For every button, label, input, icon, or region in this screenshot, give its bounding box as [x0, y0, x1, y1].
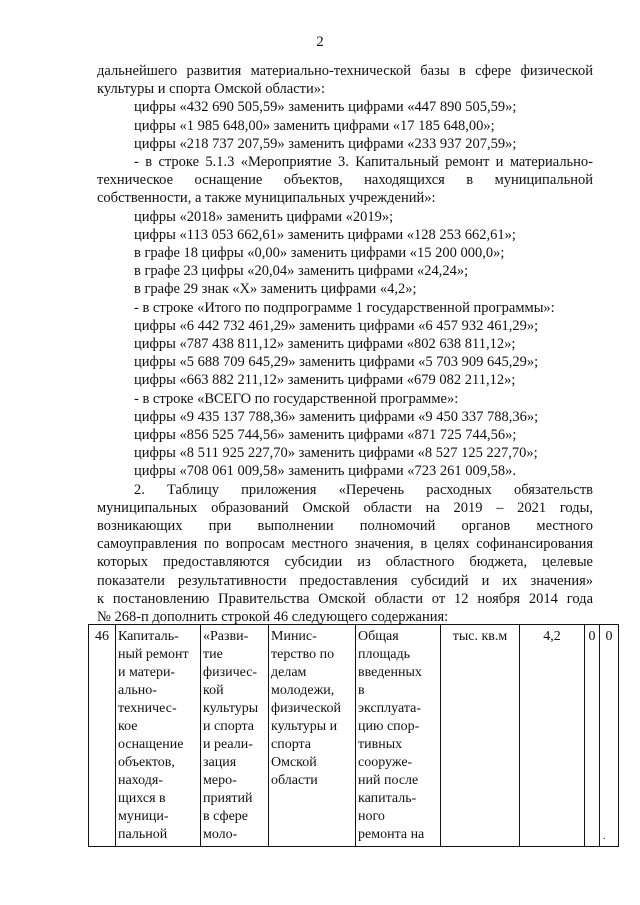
cell-text-line: ально-: [118, 683, 157, 698]
text-line: цифры «663 882 211,12» заменить цифрами «679 082 211,12»;: [134, 372, 516, 389]
cell-text-line: культуры и: [271, 719, 338, 734]
cell-text-line: тие: [203, 647, 223, 662]
cell-text-line: и матери-: [118, 665, 176, 680]
cell-text-line: молодежи,: [271, 683, 335, 698]
cell-text-line: физичес-: [203, 665, 258, 680]
cell-text-line: спорта: [271, 737, 312, 752]
text-line: цифры «9 435 137 788,36» заменить цифрами «9 450 337 788,36»;: [134, 408, 539, 425]
ministry-cell: [269, 625, 356, 847]
cell-text-line: Общая: [358, 629, 399, 644]
cell-text-line: терство по: [271, 647, 335, 662]
text-line: - в строке «ВСЕГО по государственной программе»:: [134, 390, 459, 407]
cell-text-line: культуры: [203, 701, 259, 716]
text-line: цифры «8 511 925 227,70» заменить цифрами «8 527 125 227,70»;: [134, 445, 538, 462]
text-line: собственности, а также муниципальных учреждений»:: [97, 190, 436, 207]
annex-table: [88, 624, 619, 847]
cell-text-line: оснащение: [118, 737, 184, 752]
text-line: цифры «113 053 662,61» заменить цифрами «128 253 662,61»;: [134, 226, 516, 243]
indicator-cell: [356, 625, 441, 847]
text-line: возникающих при выполнении полномочий органов местного: [97, 518, 593, 535]
cell-text-line: объектов,: [118, 755, 175, 770]
cell-text-line: эксплуата-: [358, 701, 421, 716]
cell-text-line: Минис-: [271, 629, 317, 644]
cell-text-line: «Разви-: [203, 629, 249, 644]
cell-text-line: и реали-: [203, 737, 253, 752]
cell-text-line: Капиталь-: [118, 629, 179, 644]
cell-text-line: сооруже-: [358, 755, 413, 770]
text-line: которых предоставляются субсидии из областного бюджета, целевые: [97, 554, 593, 571]
cell-text-line: зация: [203, 755, 237, 770]
text-line: муниципальных образований Омской области на 2019 – 2021 годы,: [97, 499, 593, 516]
text-line: культуры и спорта Омской области»:: [97, 81, 325, 98]
obligation-cell: [116, 625, 201, 847]
margin-dot: .: [603, 831, 606, 842]
cell-text-line: физической: [271, 701, 341, 716]
cell-text-line: ний после: [358, 773, 419, 788]
text-line: техническое оснащение объектов, находящихся в муниципальной: [97, 172, 593, 189]
text-line: показатели результативности предоставления субсидий и их значения»: [97, 572, 593, 589]
text-line: к постановлению Правительства Омской области от 12 ноября 2014 года: [97, 590, 593, 607]
text-line: цифры «5 688 709 645,29» заменить цифрами «5 703 909 645,29»;: [134, 354, 539, 371]
text-line: № 268-п дополнить строкой 46 следующего содержания:: [97, 609, 449, 626]
text-line: 2. Таблицу приложения «Перечень расходных обязательств: [134, 481, 593, 498]
value-cell-2021: [600, 625, 619, 847]
table-row: [89, 625, 619, 847]
cell-text-line: приятий: [203, 791, 253, 806]
cell-text-line: в сфере: [203, 809, 248, 824]
cell-text-line: кое: [118, 719, 138, 734]
text-line: - в строке 5.1.3 «Мероприятие 3. Капитальный ремонт и материально-: [134, 154, 593, 171]
value-cell-2020: [585, 625, 600, 847]
document-body: [97, 62, 593, 626]
text-line: в графе 18 цифры «0,00» заменить цифрами «15 200 000,0»;: [134, 245, 505, 262]
cell-text-line: области: [271, 773, 318, 788]
cell-text-line: делам: [271, 665, 307, 680]
text-line: цифры «218 737 207,59» заменить цифрами «233 937 207,59»;: [134, 135, 517, 152]
zero-value: 0: [588, 629, 596, 644]
text-line: цифры «787 438 811,12» заменить цифрами «802 638 811,12»;: [134, 336, 516, 353]
page-number: 2: [316, 34, 324, 50]
cell-text-line: техничес-: [118, 701, 177, 716]
cell-text-line: пальной: [118, 827, 168, 842]
cell-text-line: Омской: [271, 755, 317, 770]
cell-text-line: цию спор-: [358, 719, 420, 734]
unit-cell: [441, 625, 520, 847]
cell-text-line: площадь: [358, 647, 410, 662]
cell-text-line: муници-: [118, 809, 169, 824]
unit-text: тыс. кв.м: [452, 629, 508, 644]
cell-text-line: тивных: [358, 737, 403, 752]
text-line: цифры «708 061 009,58» заменить цифрами «723 261 009,58».: [134, 463, 517, 480]
cell-text-line: ного: [358, 809, 385, 824]
cell-text-line: меро-: [203, 773, 237, 788]
value-text: 4,2: [543, 629, 561, 644]
cell-text-line: щихся в: [118, 791, 166, 806]
value-cell: [520, 625, 585, 847]
text-line: самоуправления по вопросам местного значения, в целях софинансирования: [97, 536, 593, 553]
text-line: дальнейшего развития материально-технической базы в сфере физической: [97, 63, 593, 79]
program-cell: [201, 625, 269, 847]
text-line: цифры «6 442 732 461,29» заменить цифрами «6 457 932 461,29»;: [134, 317, 539, 334]
zero-value: 0: [605, 629, 613, 644]
text-line: цифры «856 525 744,56» заменить цифрами «871 725 744,56»;: [134, 427, 517, 444]
cell-text-line: кой: [203, 683, 224, 698]
row-number-cell: [89, 625, 116, 847]
text-line: в графе 23 цифры «20,04» заменить цифрами «24,24»;: [134, 263, 469, 280]
cell-text-line: введенных: [358, 665, 422, 680]
cell-text-line: ный ремонт: [118, 647, 189, 662]
cell-text-line: ремонта на: [358, 827, 425, 842]
cell-text-line: и спорта: [203, 719, 255, 734]
text-line: - в строке «Итого по подпрограмме 1 государственной программы»:: [134, 299, 555, 316]
cell-text-line: моло-: [203, 827, 238, 842]
text-line: цифры «432 690 505,59» заменить цифрами «447 890 505,59»;: [134, 99, 517, 116]
cell-text-line: в: [358, 683, 365, 698]
text-line: цифры «2018» заменить цифрами «2019»;: [134, 208, 394, 225]
cell-text-line: капиталь-: [358, 791, 417, 806]
text-line: в графе 29 знак «Х» заменить цифрами «4,2»;: [134, 281, 417, 298]
text-line: цифры «1 985 648,00» заменить цифрами «17 185 648,00»;: [134, 117, 495, 134]
row-number: 46: [95, 629, 109, 644]
cell-text-line: находя-: [118, 773, 163, 788]
